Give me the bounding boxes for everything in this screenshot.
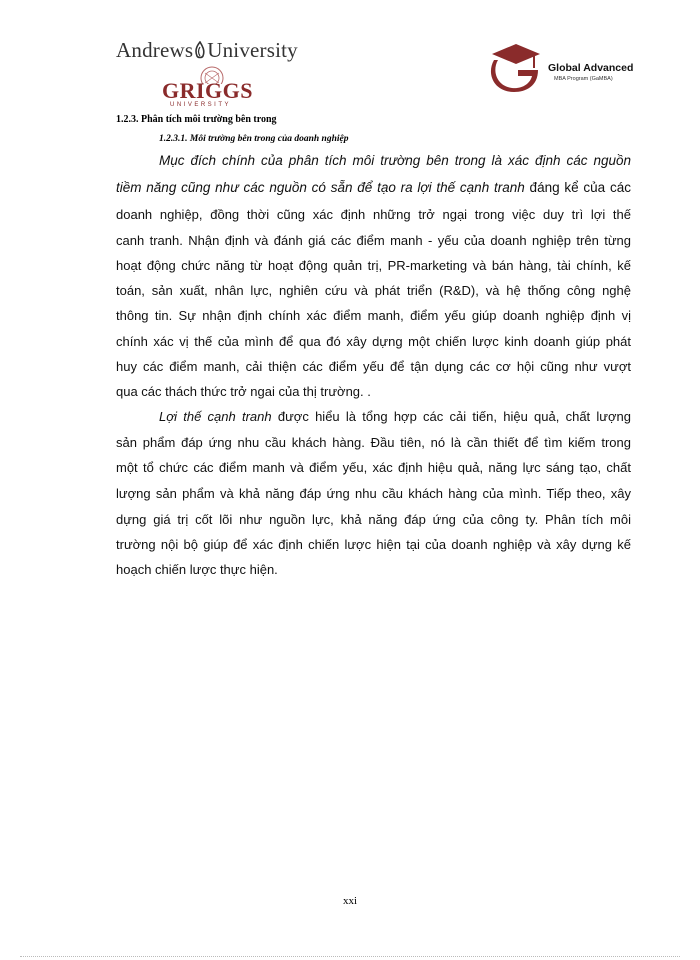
gamba-subtitle: MBA Program (GaMBA) <box>554 76 613 82</box>
paragraph-1-line-10: qua các thách thức trở ngai của thị trường. . <box>116 384 371 399</box>
paragraph-1-line-7: thông tin. Sự nhận định chính xác điểm manh, điểm yếu giúp doanh nghiệp định vị <box>116 308 631 323</box>
paragraph-2-line-7: hoạch chiến lược thực hiện. <box>116 562 278 577</box>
section-heading: 1.2.3. Phân tích môi trường bên trong <box>116 114 277 125</box>
paragraph-2-line-5: dựng giá trị cốt lõi như nguồn lực, khả năng đáp ứng của công ty. Phân tích môi <box>116 512 631 527</box>
gamba-title: Global Advanced <box>548 62 634 74</box>
page-bottom-divider <box>20 956 680 957</box>
graduation-cap-icon <box>488 40 544 92</box>
paragraph-2-line-4: lượng sản phẩm và khả năng đáp ứng nhu cầu khách hàng của mình. Tiếp theo, xây <box>116 486 631 501</box>
section-subheading: 1.2.3.1. Môi trường bên trong của doanh nghiệp <box>159 134 349 144</box>
flame-mark-icon <box>194 41 206 59</box>
griggs-wordmark: GRIGGS <box>162 78 254 103</box>
paragraph-2-line-3: một tổ chức các điểm manh và điểm yếu, xác định hiệu quả, năng lực sáng tạo, chất <box>116 460 631 475</box>
paragraph-1-line-6: toán, sản xuất, nhân lực, nghiên cứu và phát triển (R&D), và hệ thống công nghệ <box>116 283 631 298</box>
griggs-sub-wordmark: UNIVERSITY <box>170 102 232 108</box>
paragraph-1-line-9: huy các điểm manh, cải thiện các điểm yếu để tận dụng các cơ hội cũng như vượt <box>116 359 631 374</box>
andrews-university-wordmark: Andrews University <box>116 38 298 62</box>
paragraph-1-line-8: chính xác vị thế của mình để qua đó xây dựng một chiến lược kinh doanh giúp phát <box>116 334 631 349</box>
andrews-university-logo <box>116 38 298 108</box>
paragraph-1-line-3: doanh nghiệp, đồng thời cũng xác định những trở ngại trong việc duy trì lợi thế <box>116 207 631 222</box>
page-number: xxi <box>342 895 358 907</box>
paragraph-2-line-1: Lợi thế cạnh tranh được hiểu là tổng hợp các cải tiến, hiệu quả, chất lượng <box>159 409 631 424</box>
griggs-university-logo <box>162 64 254 108</box>
paragraph-2-line-6: trường nội bộ giúp để xác định chiến lược hiện tại của doanh nghiệp và xây dựng kế <box>116 537 631 552</box>
paragraph-2-line-2: sản phẩm đáp ứng nhu cầu khách hàng. Đầu tiên, nó là cần thiết để tìm kiếm trong <box>116 435 631 450</box>
paragraph-1-line-1: Mục đích chính của phân tích môi trường bên trong là xác định các nguồn <box>159 153 631 168</box>
paragraph-1-line-2: tiềm năng cũng như các nguồn có sẵn để tạo ra lợi thế cạnh tranh đáng kể của các <box>116 180 631 195</box>
paragraph-1-line-5: hoạt động chức năng từ hoạt động quản trị, PR-marketing và bán hàng, tài chính, kế <box>116 258 631 273</box>
paragraph-1-line-4: canh tranh. Nhận định và đánh giá các điểm manh - yếu của doanh nghiệp trên từng <box>116 233 631 248</box>
gamba-logo <box>488 40 648 92</box>
